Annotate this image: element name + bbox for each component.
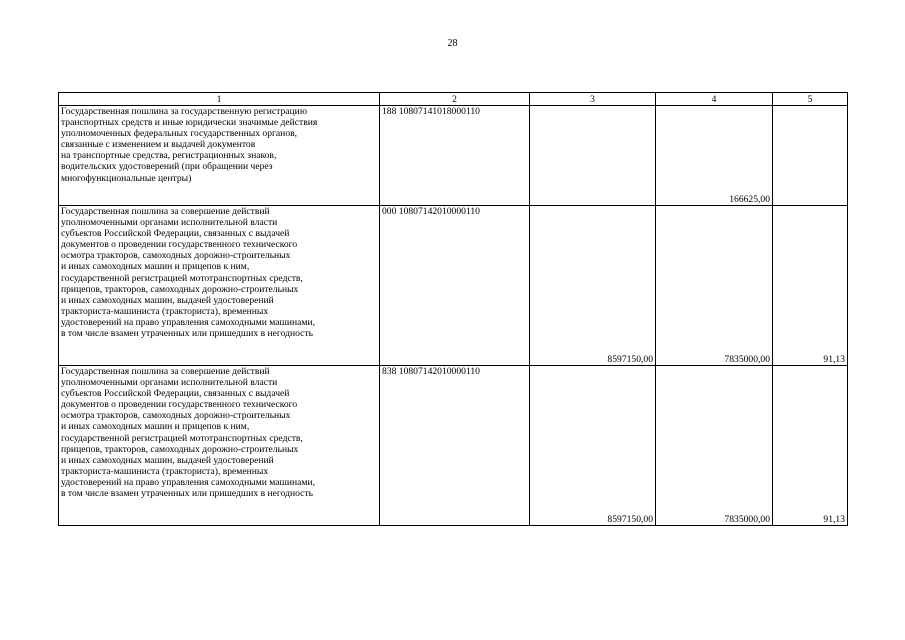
- column-header-5: 5: [773, 93, 848, 106]
- row-classification-code: 188 10807141018000110: [380, 106, 530, 206]
- table-header-row: [59, 93, 848, 106]
- page-number: 28: [447, 38, 458, 49]
- row-col5-percent: [773, 106, 848, 206]
- row-description: Государственная пошлина за совершение действий уполномоченными органами исполнительной власти субъектов Российской Федерации, связанных с выдачей документов о проведении государственного технического осмотра тракторов, самоходных дорожно-строительных и иных самоходных машин и прицепов к ним, государственной регистрацией мототранспортных средств, прицепов, тракторов, самоходных дорожно-строительных и иных самоходных машин, выдачей удостоверений тракториста-машиниста (тракториста), временных удостоверений на право управления самоходными машинами, в том числе взамен утраченных или пришедших в негодность: [59, 366, 380, 526]
- table-row: [59, 206, 848, 366]
- column-header-1: 1: [59, 93, 380, 106]
- row-description: Государственная пошлина за государственную регистрацию транспортных средств и иные юридически значимые действия уполномоченных федеральных государственных органов, связанные с изменением и выдачей документов на транспортные средства, регистрационных знаков, водительских удостоверений (при обращении через многофункциональные центры): [59, 106, 380, 206]
- column-header-4: 4: [656, 93, 773, 106]
- row-col4-amount: 7835000,00: [656, 206, 773, 366]
- row-classification-code: 838 10807142010000110: [380, 366, 530, 526]
- row-col4-amount: 7835000,00: [656, 366, 773, 526]
- row-col5-percent: 91,13: [773, 206, 848, 366]
- row-description: Государственная пошлина за совершение действий уполномоченными органами исполнительной власти субъектов Российской Федерации, связанных с выдачей документов о проведении государственного технического осмотра тракторов, самоходных дорожно-строительных и иных самоходных машин и прицепов к ним, государственной регистрацией мототранспортных средств, прицепов, тракторов, самоходных дорожно-строительных и иных самоходных машин, выдачей удостоверений тракториста-машиниста (тракториста), временных удостоверений на право управления самоходными машинами, в том числе взамен утраченных или пришедших в негодность: [59, 206, 380, 366]
- column-header-2: 2: [380, 93, 530, 106]
- row-col3-amount: 8597150,00: [530, 366, 656, 526]
- row-col3-amount: 8597150,00: [530, 206, 656, 366]
- row-col4-amount: 166625,00: [656, 106, 773, 206]
- row-col5-percent: 91,13: [773, 366, 848, 526]
- column-header-3: 3: [530, 93, 656, 106]
- row-col3-amount: [530, 106, 656, 206]
- row-classification-code: 000 10807142010000110: [380, 206, 530, 366]
- budget-table: [58, 92, 848, 526]
- table-row: [59, 366, 848, 526]
- table-row: [59, 106, 848, 206]
